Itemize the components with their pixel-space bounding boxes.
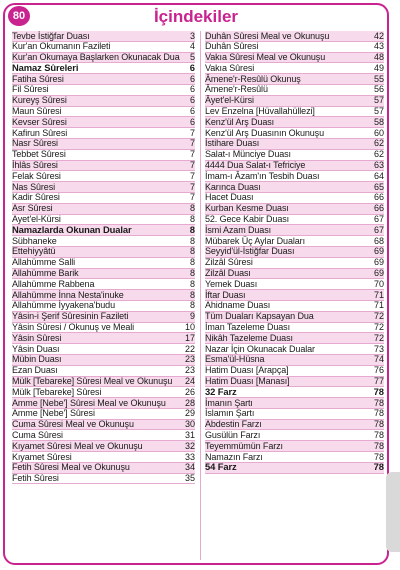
toc-entry xyxy=(12,387,195,398)
toc-entry-title: Kurban Kesme Duası xyxy=(205,203,289,214)
toc-entry-page: 8 xyxy=(189,257,195,268)
toc-entry-title: Mülk [Tebareke] Sûresi xyxy=(12,386,102,397)
toc-entry-page: 63 xyxy=(373,160,384,171)
toc-entry-title: Kıyamet Sûresi Meal ve Okunuşu xyxy=(12,440,143,451)
toc-entry-page: 7 xyxy=(189,149,195,160)
toc-entry-page: 6 xyxy=(189,95,195,106)
toc-entry-page: 71 xyxy=(373,289,384,300)
toc-entry-page: 72 xyxy=(373,311,384,322)
toc-entry xyxy=(205,290,384,301)
toc-left-column xyxy=(12,31,195,484)
toc-entry-title: Yâsin Sûresi / Okunuş ve Meali xyxy=(12,322,135,333)
toc-entry xyxy=(12,290,195,301)
toc-entry xyxy=(205,117,384,128)
page-title: İçindekiler xyxy=(153,7,239,26)
toc-entry xyxy=(12,161,195,172)
toc-entry-title: Kureyş Sûresi xyxy=(12,95,67,106)
toc-entry xyxy=(12,247,195,258)
toc-entry-page: 7 xyxy=(189,181,195,192)
toc-entry-page: 72 xyxy=(373,332,384,343)
toc-entry-page: 6 xyxy=(189,73,195,84)
toc-entry xyxy=(12,269,195,280)
toc-entry-page: 58 xyxy=(373,116,384,127)
toc-entry-title: Amme [Nebe'] Sûresi xyxy=(12,408,95,419)
toc-entry xyxy=(205,355,384,366)
toc-entry-title: Cuma Sûresi xyxy=(12,429,63,440)
toc-entry-page: 78 xyxy=(373,419,384,430)
toc-section-heading xyxy=(205,463,384,474)
toc-entry-title: Asr Sûresi xyxy=(12,203,53,214)
toc-entry-page: 74 xyxy=(373,354,384,365)
toc-entry-title: Yâsin Duası xyxy=(12,343,60,354)
toc-entry-title: Duhân Sûresi xyxy=(205,41,259,52)
toc-entry-page: 35 xyxy=(184,473,195,484)
toc-entry-page: 62 xyxy=(373,138,384,149)
toc-entry xyxy=(12,117,195,128)
toc-entry xyxy=(205,161,384,172)
toc-entry-title: Amme [Nebe'] Sûresi Meal ve Okunuşu xyxy=(12,397,166,408)
toc-entry-title: Vakıa Sûresi Meal ve Okunuşu xyxy=(205,52,326,63)
toc-entry-title: Allahümme Barik xyxy=(12,268,79,279)
toc-entry-title: Tebbet Sûresi xyxy=(12,149,66,160)
toc-entry xyxy=(12,463,195,474)
toc-entry xyxy=(205,409,384,420)
toc-entry xyxy=(205,128,384,139)
toc-entry xyxy=(205,366,384,377)
toc-entry-page: 4 xyxy=(189,41,195,52)
toc-entry xyxy=(205,74,384,85)
toc-entry-page: 5 xyxy=(189,52,195,63)
toc-entry-page: 6 xyxy=(189,106,195,117)
toc-entry-title: Fetih Sûresi xyxy=(12,473,59,484)
toc-entry-page: 67 xyxy=(373,214,384,225)
toc-entry-title: İhlâs Sûresi xyxy=(12,160,58,171)
toc-entry-page: 8 xyxy=(189,214,195,225)
toc-entry xyxy=(12,312,195,323)
toc-entry-page: 77 xyxy=(373,376,384,386)
toc-entry-page: 78 xyxy=(373,397,384,408)
toc-entry-page: 66 xyxy=(373,203,384,214)
toc-entry xyxy=(12,31,195,42)
toc-entry-title: Teyemmümün Farzı xyxy=(205,440,283,451)
toc-entry xyxy=(205,258,384,269)
toc-entry-title: Mübarek Üç Aylar Duaları xyxy=(205,235,305,246)
toc-entry xyxy=(205,333,384,344)
toc-entry xyxy=(205,225,384,236)
toc-entry xyxy=(205,42,384,53)
toc-entry-title: 52. Gece Kabir Duası xyxy=(205,214,290,225)
toc-entry-page: 7 xyxy=(189,192,195,203)
toc-entry-page: 66 xyxy=(373,192,384,203)
toc-entry-page: 32 xyxy=(184,440,195,451)
toc-entry xyxy=(205,139,384,150)
page-number-badge: 80 xyxy=(8,6,30,26)
toc-entry xyxy=(12,409,195,420)
toc-entry-page: 72 xyxy=(373,322,384,333)
toc-entry-page: 42 xyxy=(373,30,384,41)
toc-entry-page: 57 xyxy=(373,95,384,106)
toc-entry-title: Namazlarda Okunan Dualar xyxy=(12,224,132,235)
toc-entry-title: Esma'ül-Hüsna xyxy=(205,354,265,365)
toc-entry-page: 10 xyxy=(184,322,195,333)
toc-entry-title: Abdestin Farzı xyxy=(205,419,262,430)
toc-entry-page: 78 xyxy=(373,408,384,419)
toc-entry-title: Tüm Duaları Kapsayan Dua xyxy=(205,311,314,322)
toc-entry xyxy=(205,193,384,204)
toc-entry-page: 69 xyxy=(373,268,384,279)
toc-entry-page: 48 xyxy=(373,52,384,63)
toc-entry-page: 33 xyxy=(184,451,195,462)
toc-entry-page: 69 xyxy=(373,246,384,257)
toc-entry-page: 7 xyxy=(189,138,195,149)
toc-entry xyxy=(205,279,384,290)
toc-entry-title: Hatim Duası [Arapça] xyxy=(205,365,289,376)
toc-entry xyxy=(205,344,384,355)
toc-entry-page: 43 xyxy=(373,41,384,52)
toc-entry-title: Kıyamet Sûresi xyxy=(12,451,72,462)
toc-entry-title: Hatim Duası [Manası] xyxy=(205,376,290,386)
toc-entry xyxy=(12,279,195,290)
toc-entry xyxy=(205,269,384,280)
toc-entry xyxy=(205,430,384,441)
toc-entry-title: İman Tazeleme Duası xyxy=(205,322,290,333)
toc-entry-title: Allahümme İnna Nesta'inuke xyxy=(12,289,124,300)
toc-entry xyxy=(205,377,384,388)
toc-entry xyxy=(12,258,195,269)
toc-entry-page: 23 xyxy=(184,354,195,365)
toc-entry-title: Kenz'ül Arş Duası xyxy=(205,116,275,127)
toc-entry xyxy=(12,420,195,431)
toc-entry-title: Kevser Sûresi xyxy=(12,116,67,127)
toc-entry-title: Kenz'ül Arş Duasının Okunuşu xyxy=(205,127,324,138)
toc-entry-page: 6 xyxy=(189,61,195,73)
toc-entry-page: 8 xyxy=(189,278,195,289)
toc-entry-title: Kur'an Okumanın Fazileti xyxy=(12,41,111,52)
toc-entry-title: Namaz Sûreleri xyxy=(12,62,79,73)
toc-entry xyxy=(205,236,384,247)
toc-entry-title: Âmene'r-Resûlü Okunuş xyxy=(205,73,301,84)
toc-entry-page: 6 xyxy=(189,84,195,95)
column-divider xyxy=(200,31,201,560)
page-edge-tab xyxy=(386,472,400,552)
toc-entry-page: 7 xyxy=(189,127,195,138)
toc-entry xyxy=(12,333,195,344)
toc-entry-page: 8 xyxy=(189,223,195,235)
toc-entry xyxy=(12,377,195,388)
toc-entry-title: İmam-ı Âzam'ın Tesbih Duası xyxy=(205,170,320,181)
toc-entry-page: 8 xyxy=(189,300,195,311)
toc-entry xyxy=(12,74,195,85)
toc-entry-page: 64 xyxy=(373,170,384,181)
toc-entry xyxy=(205,323,384,334)
toc-entry xyxy=(205,420,384,431)
toc-entry-title: Allahümme İyyakena'budu xyxy=(12,300,115,311)
toc-entry xyxy=(205,31,384,42)
toc-entry xyxy=(12,107,195,118)
toc-entry-title: 32 Farz xyxy=(205,386,237,397)
toc-entry-title: Fetih Sûresi Meal ve Okunuşu xyxy=(12,462,130,473)
toc-entry-page: 7 xyxy=(189,170,195,181)
toc-entry xyxy=(205,312,384,323)
toc-entry-title: Felak Sûresi xyxy=(12,170,61,181)
toc-entry xyxy=(205,398,384,409)
toc-entry xyxy=(12,150,195,161)
toc-entry xyxy=(205,53,384,64)
toc-entry-title: Ahidname Duası xyxy=(205,300,271,311)
toc-entry xyxy=(12,236,195,247)
toc-entry xyxy=(12,344,195,355)
toc-entry xyxy=(12,474,195,485)
toc-entry xyxy=(12,355,195,366)
toc-entry-title: Namazın Farzı xyxy=(205,451,263,462)
toc-entry-title: Nikâh Tazeleme Duası xyxy=(205,332,293,343)
toc-entry-title: Fil Sûresi xyxy=(12,84,49,95)
toc-entry-title: Mübin Duası xyxy=(12,354,62,365)
toc-entry-title: Zilzâl Sûresi xyxy=(205,257,253,268)
toc-entry xyxy=(12,193,195,204)
toc-entry xyxy=(12,96,195,107)
toc-entry xyxy=(12,204,195,215)
toc-entry xyxy=(12,182,195,193)
toc-entry-title: İslamın Şartı xyxy=(205,408,255,419)
toc-entry xyxy=(12,139,195,150)
toc-right-column xyxy=(205,31,384,474)
toc-entry-title: Nasr Sûresi xyxy=(12,138,58,149)
toc-entry-page: 31 xyxy=(184,429,195,440)
toc-entry xyxy=(205,63,384,74)
toc-entry-page: 68 xyxy=(373,235,384,246)
toc-entry-title: Salat-ı Münciye Duası xyxy=(205,149,291,160)
toc-section-heading xyxy=(12,63,195,74)
toc-entry xyxy=(12,452,195,463)
page-header xyxy=(3,3,389,29)
toc-entry xyxy=(12,398,195,409)
toc-entry xyxy=(205,301,384,312)
toc-entry-title: Karınca Duası xyxy=(205,181,261,192)
toc-entry-title: Ettehiyyâtü xyxy=(12,246,56,257)
toc-entry-title: Zilzâl Duası xyxy=(205,268,251,279)
toc-entry xyxy=(205,247,384,258)
toc-entry-title: Sübhaneke xyxy=(12,235,57,246)
toc-entry xyxy=(205,150,384,161)
toc-entry xyxy=(12,366,195,377)
toc-entry-title: Nas Sûresi xyxy=(12,181,56,192)
toc-entry xyxy=(12,430,195,441)
toc-entry-page: 78 xyxy=(373,461,384,473)
toc-entry xyxy=(12,441,195,452)
toc-entry-title: Fatiha Sûresi xyxy=(12,73,64,84)
toc-entry-title: Seyyid'ül-İstiğfar Duası xyxy=(205,246,295,257)
toc-entry-page: 55 xyxy=(373,73,384,84)
toc-entry xyxy=(205,215,384,226)
toc-entry-page: 8 xyxy=(189,235,195,246)
toc-entry-title: 54 Farz xyxy=(205,462,237,473)
toc-entry-title: Ezan Duası xyxy=(12,365,58,376)
toc-entry-page: 22 xyxy=(184,343,195,354)
toc-entry-page: 78 xyxy=(373,451,384,462)
toc-entry-page: 69 xyxy=(373,257,384,268)
toc-entry-page: 29 xyxy=(184,408,195,419)
toc-entry-title: Yâsin-i Şerif Sûresinin Fazileti xyxy=(12,311,129,322)
toc-entry xyxy=(12,53,195,64)
toc-entry-title: İftar Duası xyxy=(205,289,246,300)
toc-entry xyxy=(205,107,384,118)
toc-entry-title: Âyet'el-Kürsi xyxy=(205,95,254,106)
toc-entry-title: Vakıa Sûresi xyxy=(205,62,255,73)
toc-entry-page: 30 xyxy=(184,419,195,430)
toc-entry-title: Kur'an Okumaya Başlarken Okunacak Dua xyxy=(12,52,180,63)
toc-entry-page: 71 xyxy=(373,300,384,311)
toc-entry-page: 65 xyxy=(373,181,384,192)
toc-entry-title: İstihare Duası xyxy=(205,138,260,149)
toc-entry-page: 8 xyxy=(189,246,195,257)
toc-entry-page: 28 xyxy=(184,397,195,408)
toc-entry-title: Âmene'r-Resûlü xyxy=(205,84,268,95)
toc-entry-title: Yemek Duası xyxy=(205,278,258,289)
toc-entry-title: Lev Enzelna [Hüvallahüllezi] xyxy=(205,106,315,117)
toc-entry-page: 56 xyxy=(373,84,384,95)
toc-entry-title: Mülk [Tebareke] Sûresi Meal ve Okunuşu xyxy=(12,376,173,386)
toc-entry-page: 67 xyxy=(373,224,384,235)
toc-entry-title: Maun Sûresi xyxy=(12,106,62,117)
toc-entry xyxy=(12,85,195,96)
toc-entry xyxy=(12,323,195,334)
toc-entry-page: 8 xyxy=(189,289,195,300)
toc-entry-page: 73 xyxy=(373,343,384,354)
toc-entry-page: 78 xyxy=(373,429,384,440)
toc-entry-page: 3 xyxy=(189,30,195,41)
toc-entry xyxy=(205,85,384,96)
toc-entry-title: Ayet'el-Kürsi xyxy=(12,214,61,225)
toc-entry xyxy=(205,96,384,107)
toc-entry-page: 23 xyxy=(184,365,195,376)
toc-entry-page: 49 xyxy=(373,62,384,73)
toc-entry xyxy=(205,182,384,193)
toc-entry xyxy=(12,171,195,182)
toc-entry-title: Hacet Duası xyxy=(205,192,254,203)
toc-entry-title: Nazar İçin Okunacak Dualar xyxy=(205,343,315,354)
toc-entry-title: Kadir Sûresi xyxy=(12,192,60,203)
toc-entry xyxy=(12,215,195,226)
toc-entry-page: 57 xyxy=(373,106,384,117)
toc-columns xyxy=(12,31,384,560)
toc-entry-page: 6 xyxy=(189,116,195,127)
toc-entry-title: Duhân Sûresi Meal ve Okunuşu xyxy=(205,30,330,41)
toc-entry xyxy=(205,452,384,463)
toc-entry xyxy=(205,441,384,452)
toc-entry-page: 17 xyxy=(184,332,195,343)
toc-entry xyxy=(12,42,195,53)
toc-entry-title: İmanın Şartı xyxy=(205,397,253,408)
toc-entry-title: Yâsin Sûresi xyxy=(12,332,62,343)
toc-entry-page: 7 xyxy=(189,160,195,171)
toc-entry xyxy=(12,128,195,139)
toc-entry-title: Cuma Sûresi Meal ve Okunuşu xyxy=(12,419,134,430)
toc-entry-page: 24 xyxy=(184,376,195,386)
toc-entry xyxy=(12,301,195,312)
toc-entry-title: 4444 Dua Salat-ı Tefriciye xyxy=(205,160,306,171)
toc-entry-page: 76 xyxy=(373,365,384,376)
toc-entry-page: 8 xyxy=(189,203,195,214)
toc-entry-page: 60 xyxy=(373,127,384,138)
toc-entry-page: 78 xyxy=(373,440,384,451)
toc-entry-page: 8 xyxy=(189,268,195,279)
toc-entry-title: Allahümme Rabbena xyxy=(12,278,95,289)
toc-entry-title: Kafirun Sûresi xyxy=(12,127,68,138)
toc-entry-title: İsmi Azam Duası xyxy=(205,224,272,235)
toc-entry-page: 9 xyxy=(189,311,195,322)
toc-section-heading xyxy=(12,225,195,236)
toc-entry-page: 70 xyxy=(373,278,384,289)
toc-entry-title: Tevbe İstiğfar Duası xyxy=(12,30,90,41)
toc-entry xyxy=(205,171,384,182)
toc-section-heading xyxy=(205,387,384,398)
toc-entry-page: 62 xyxy=(373,149,384,160)
toc-entry-title: Gusülün Farzı xyxy=(205,429,261,440)
toc-entry xyxy=(205,204,384,215)
toc-entry-page: 78 xyxy=(373,385,384,397)
toc-entry-page: 34 xyxy=(184,462,195,473)
toc-entry-title: Allahümme Salli xyxy=(12,257,76,268)
toc-entry-page: 26 xyxy=(184,386,195,397)
